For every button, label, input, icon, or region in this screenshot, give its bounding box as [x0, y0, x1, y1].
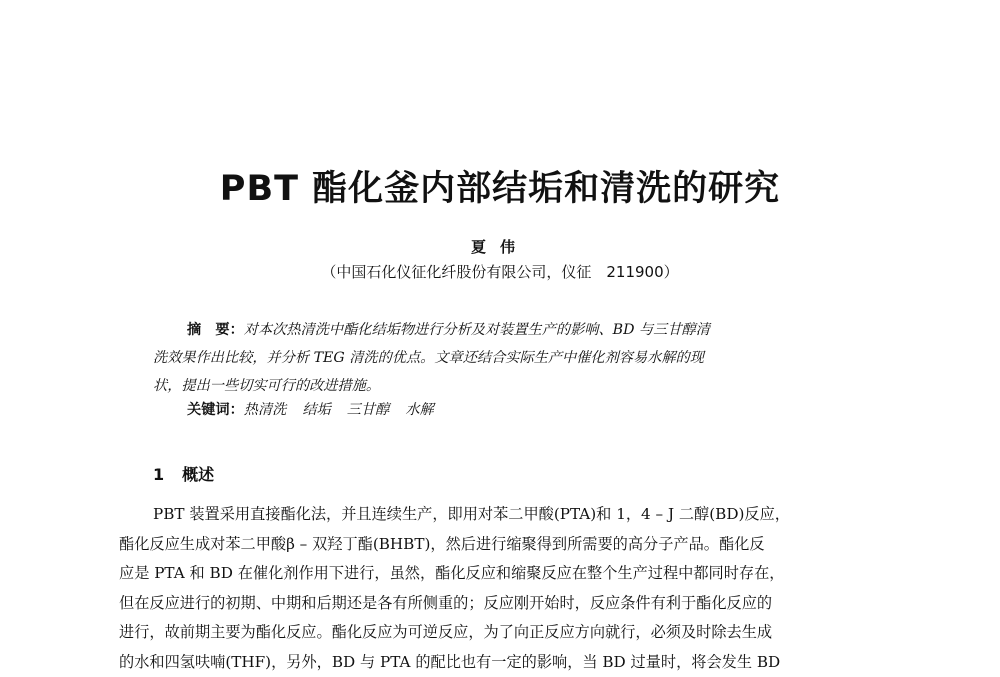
keyword-item: 热清洗	[244, 402, 287, 418]
body-line: PBT 装置采用直接酯化法，并且连续生产，即用对苯二甲酸(PTA)和 1，4 – J 二醇(BD)反应，	[119, 500, 881, 530]
body-line: 的水和四氢呋喃(THF)，另外，BD 与 PTA 的配比也有一定的影响，当 BD 过量时，将会发生 BD	[119, 648, 881, 677]
body-line: 应是 PTA 和 BD 在催化剂作用下进行，虽然，酯化反应和缩聚反应在整个生产过程中都同时存在，	[119, 559, 881, 589]
section-number: 1	[153, 465, 164, 484]
author-name: 夏伟	[0, 237, 1000, 257]
keyword-item: 三甘醇	[347, 402, 390, 418]
keyword-item: 结垢	[302, 402, 330, 418]
abstract-line-2: 洗效果作出比较，并分析 TEG 清洗的优点。文章还结合实际生产中催化剂容易水解的现	[153, 350, 704, 366]
abstract-line-3: 状，提出一些切实可行的改进措施。	[153, 378, 380, 394]
paper-title: PBT 酯化釜内部结垢和清洗的研究	[0, 166, 1000, 212]
keywords-block	[187, 400, 847, 420]
body-paragraph	[119, 500, 881, 677]
abstract-label: 摘 要：	[187, 322, 244, 338]
abstract-line-1: 对本次热清洗中酯化结垢物进行分析及对装置生产的影响、BD 与三甘醇清	[244, 322, 710, 338]
keyword-item: 水解	[405, 402, 433, 418]
abstract-block	[153, 316, 843, 400]
section-title: 概述	[182, 465, 214, 484]
body-line: 进行，故前期主要为酯化反应。酯化反应为可逆反应，为了向正反应方向就行，必须及时除去生成	[119, 618, 881, 648]
author-affiliation: （中国石化仪征化纤股份有限公司，仪征 211900）	[0, 262, 1000, 282]
body-line: 酯化反应生成对苯二甲酸β – 双羟丁酯(BHBT)，然后进行缩聚得到所需要的高分子产品。酯化反	[119, 530, 881, 560]
body-line: 但在反应进行的初期、中期和后期还是各有所侧重的；反应刚开始时，反应条件有利于酯化反应的	[119, 589, 881, 619]
keywords-label: 关键词：	[187, 402, 244, 418]
section-heading	[153, 464, 214, 486]
